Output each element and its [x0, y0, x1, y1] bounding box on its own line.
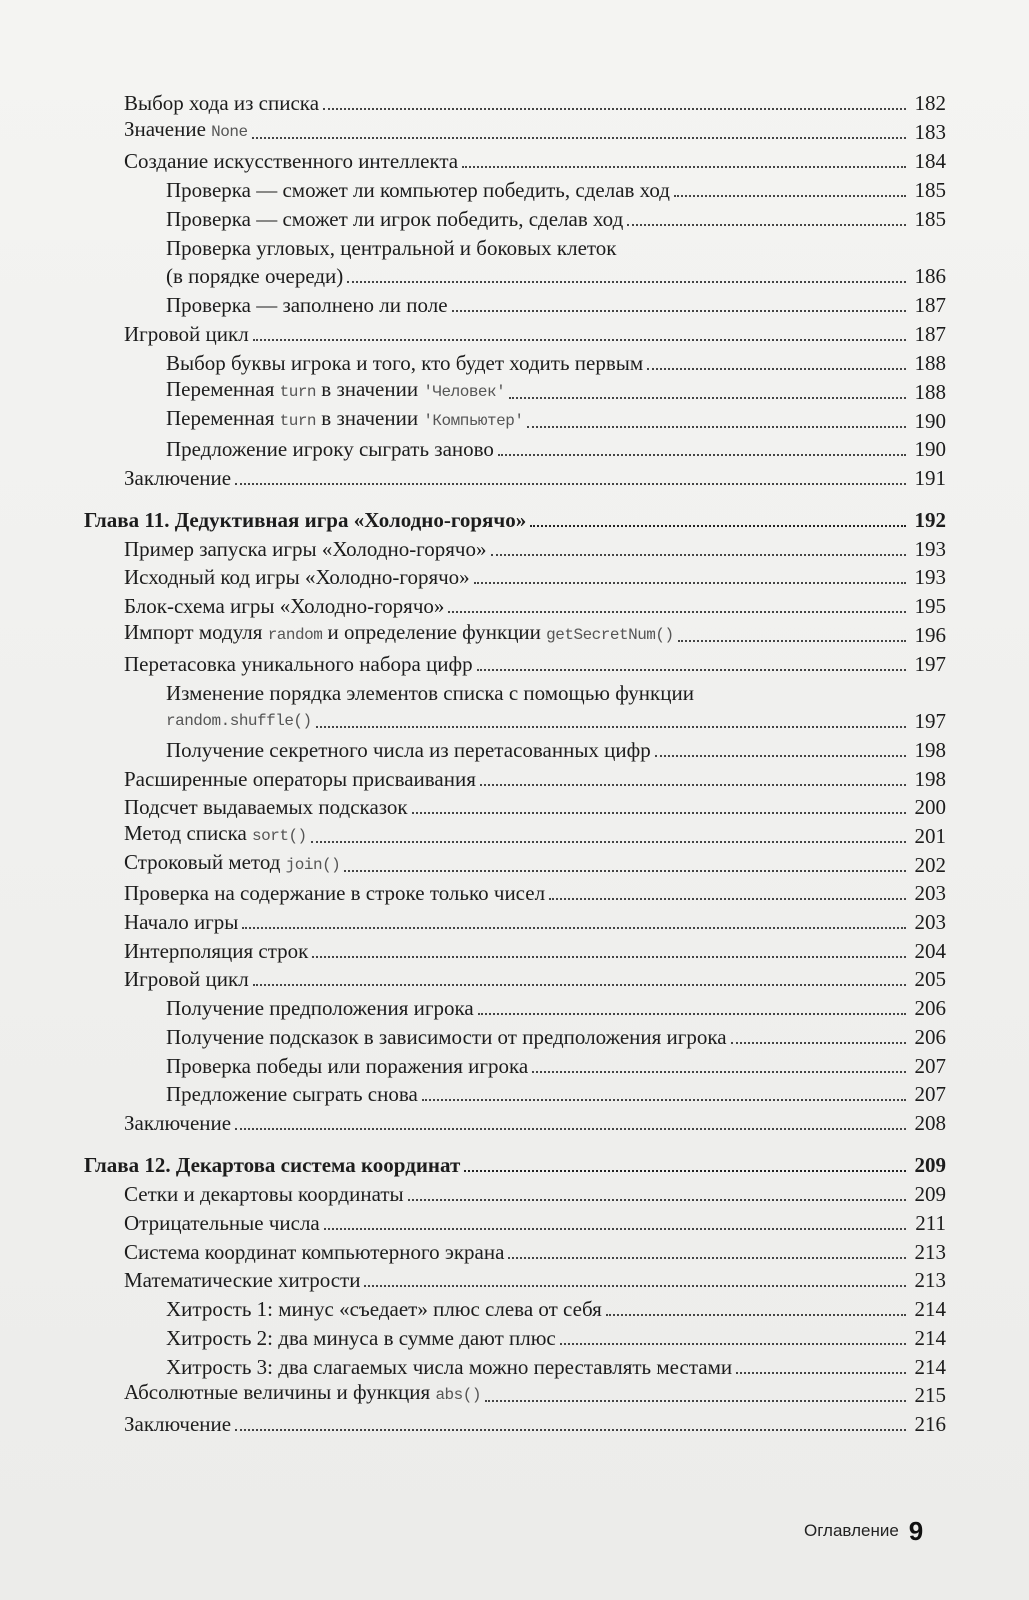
toc-page-number: 197 [914, 652, 946, 676]
toc-subentry [166, 1350, 946, 1379]
dot-leader [408, 1199, 906, 1201]
dot-leader [478, 1013, 906, 1015]
dot-leader [462, 166, 906, 168]
toc-entry-title [166, 377, 507, 404]
toc-entry-title [124, 91, 321, 115]
toc-page-number: 204 [914, 939, 946, 963]
toc-entry-title [166, 293, 450, 317]
title-text: Заключение [124, 1412, 232, 1436]
toc-entry-title [124, 1268, 362, 1292]
dot-leader [253, 339, 906, 341]
toc-entry-title [124, 1111, 233, 1135]
toc-entry [124, 618, 946, 647]
toc-entry-title [166, 681, 696, 705]
toc-page-number: 203 [914, 910, 946, 934]
toc-subentry [166, 202, 946, 231]
dot-leader [253, 984, 906, 986]
dot-leader [448, 611, 906, 613]
toc-page-number: 186 [914, 264, 946, 288]
code-fragment: join() [285, 856, 341, 874]
title-text: Интерполяция строк [124, 939, 309, 963]
toc-subentry [166, 1049, 946, 1078]
toc-page-number: 202 [914, 853, 946, 877]
toc-entry-title [124, 1380, 483, 1407]
toc-entry [124, 317, 946, 346]
toc-entry [124, 934, 946, 963]
toc-page-number: 211 [915, 1211, 946, 1235]
toc-page-number: 209 [914, 1153, 946, 1177]
toc-entry-title [124, 594, 446, 618]
title-text: Игровой цикл [124, 967, 249, 991]
toc-entry-title [124, 117, 250, 144]
dot-leader [560, 1343, 906, 1345]
toc-entry [124, 560, 946, 589]
dot-leader [527, 426, 906, 428]
toc-entry-title [124, 881, 547, 905]
toc-page-number: 215 [914, 1383, 946, 1407]
title-text: Строковый метод [124, 850, 286, 874]
title-text: Заключение [124, 1111, 232, 1135]
toc-page-number: 190 [914, 437, 946, 461]
title-text: Проверка победы или поражения игрока [166, 1054, 529, 1078]
dot-leader [235, 1429, 906, 1431]
toc-entry-title [124, 1211, 322, 1235]
toc-entry [124, 819, 946, 848]
toc-page-number: 213 [914, 1268, 946, 1292]
toc-entry-title [166, 706, 314, 733]
toc-entry-title [166, 236, 619, 260]
toc-entry-title [84, 1153, 462, 1177]
title-text: Хитрость 2: два минуса в сумме дают плюс [166, 1326, 556, 1350]
dot-leader [235, 483, 906, 485]
dot-leader [736, 1372, 906, 1374]
toc-entry-title [124, 795, 410, 819]
toc-subentry [166, 991, 946, 1020]
code-fragment: turn [279, 383, 317, 401]
title-text: Математические хитрости [124, 1268, 361, 1292]
toc-entry [124, 144, 946, 173]
toc-page-number: 207 [914, 1082, 946, 1106]
toc-entry [124, 589, 946, 618]
title-text: Глава 12. Декартова система координат [84, 1153, 461, 1177]
dot-leader [474, 582, 906, 584]
dot-leader [344, 870, 906, 872]
toc-subentry [166, 1321, 946, 1350]
toc-page-number: 203 [914, 881, 946, 905]
toc-entry-title [166, 1025, 729, 1049]
title-text: Переменная [166, 377, 280, 401]
toc-page-number: 205 [914, 967, 946, 991]
toc-entry-title [166, 1082, 420, 1106]
toc-subentry [166, 1020, 946, 1049]
code-fragment: random [267, 626, 323, 644]
toc-page-number: 190 [914, 409, 946, 433]
dot-leader [452, 310, 906, 312]
toc-page-number: 192 [914, 508, 946, 532]
toc-entry [124, 461, 946, 490]
toc-entry-title [124, 967, 251, 991]
toc-page-number: 188 [914, 380, 946, 404]
toc-subentry [166, 1077, 946, 1106]
toc-entry-title [124, 565, 472, 589]
toc-page-number: 196 [914, 623, 946, 647]
toc-page-number: 206 [914, 996, 946, 1020]
title-text: Импорт модуля [124, 620, 268, 644]
code-fragment: sort() [252, 827, 307, 845]
toc-entry [124, 762, 946, 791]
toc-entry-title [124, 939, 310, 963]
toc-entry-title [166, 264, 345, 288]
toc-page-number: 198 [914, 738, 946, 762]
toc-entry-title [166, 351, 645, 375]
title-text: в значении [316, 406, 424, 430]
dot-leader [549, 898, 906, 900]
toc-page-number: 197 [914, 709, 946, 733]
title-text: Выбор буквы игрока и того, кто будет ходить первым [166, 351, 644, 375]
dot-leader [491, 554, 907, 556]
toc-page-number: 185 [914, 207, 946, 231]
toc-page-number: 193 [914, 565, 946, 589]
toc-entry [124, 905, 946, 934]
toc-page-number: 193 [914, 537, 946, 561]
dot-leader [323, 108, 906, 110]
toc-page-number: 187 [914, 322, 946, 346]
title-text: Глава 11. Дедуктивная игра «Холодно-горячо» [84, 508, 527, 532]
toc-page-number: 213 [914, 1240, 946, 1264]
toc-entry-title [124, 620, 676, 647]
toc-page-number: 214 [914, 1326, 946, 1350]
toc-page-number: 183 [914, 120, 946, 144]
title-text: Предложение игроку сыграть заново [166, 437, 494, 461]
toc-entry-title [166, 996, 476, 1020]
title-text: Сетки и декартовы координаты [124, 1182, 404, 1206]
toc-entry-title [166, 178, 672, 202]
title-text: Игровой цикл [124, 322, 249, 346]
title-text: Проверка на содержание в строке только чисел [124, 881, 546, 905]
toc-entry-title [166, 1297, 604, 1321]
dot-leader [464, 1170, 906, 1172]
dot-leader [647, 368, 906, 370]
toc-entry [124, 1263, 946, 1292]
dot-leader [311, 841, 906, 843]
dot-leader [509, 397, 906, 399]
toc-subentry [166, 173, 946, 202]
dot-leader [498, 454, 906, 456]
toc-page-number: 185 [914, 178, 946, 202]
toc-entry-title [166, 1054, 530, 1078]
title-text: Переменная [166, 406, 280, 430]
title-text: Выбор хода из списка [124, 91, 320, 115]
toc-entry-title [166, 207, 625, 231]
dot-leader [485, 1400, 906, 1402]
title-text: Проверка угловых, центральной и боковых клеток [166, 236, 617, 260]
toc-entry [124, 1106, 946, 1135]
dot-leader [480, 784, 906, 786]
dot-leader [364, 1285, 906, 1287]
toc-entry [124, 532, 946, 561]
title-text: Проверка — сможет ли игрок победить, сделав ход [166, 207, 624, 231]
dot-leader [312, 956, 906, 958]
page-footer [804, 1513, 923, 1549]
title-text: Проверка — заполнено ли поле [166, 293, 448, 317]
title-text: Система координат компьютерного экрана [124, 1240, 505, 1264]
dot-leader [731, 1042, 906, 1044]
dot-leader [477, 669, 906, 671]
code-fragment: None [211, 123, 248, 141]
title-text: Начало игры [124, 910, 239, 934]
dot-leader [532, 1071, 906, 1073]
title-text: (в порядке очереди) [166, 264, 344, 288]
title-text: Блок-схема игры «Холодно-горячо» [124, 594, 445, 618]
toc-subentry [166, 1292, 946, 1321]
toc-entry-title [124, 1412, 233, 1436]
toc-entry-title [124, 1240, 506, 1264]
dot-leader [508, 1257, 906, 1259]
toc-page-number: 191 [914, 466, 946, 490]
dot-leader [252, 137, 906, 139]
dot-leader [316, 726, 906, 728]
toc-entry [124, 1235, 946, 1264]
title-text: Значение [124, 117, 212, 141]
toc-subentry [166, 676, 946, 705]
title-text: Метод списка [124, 821, 253, 845]
toc-entry-title [124, 821, 309, 848]
toc-entry-title [124, 537, 489, 561]
toc-page-number: 188 [914, 351, 946, 375]
toc-page-number: 201 [914, 824, 946, 848]
toc-page-number: 214 [914, 1355, 946, 1379]
code-fragment: getSecretNum() [546, 626, 674, 644]
code-fragment: random.shuffle() [166, 712, 312, 730]
toc-entry-title [124, 149, 460, 173]
dot-leader [242, 927, 906, 929]
toc-entry-title [166, 437, 496, 461]
title-text: Получение предположения игрока [166, 996, 474, 1020]
toc-entry [124, 1378, 946, 1407]
toc-chapter-heading [84, 503, 946, 532]
dot-leader [347, 281, 906, 283]
page-number: 9 [908, 1515, 924, 1546]
title-text: Создание искусственного интеллекта [124, 149, 459, 173]
toc-entry-title [166, 406, 525, 433]
title-text: Получение секретного числа из перетасованных цифр [166, 738, 651, 762]
toc-entry [124, 1407, 946, 1436]
toc-entry-title [124, 466, 233, 490]
title-text: Исходный код игры «Холодно-горячо» [124, 565, 470, 589]
title-text: Получение подсказок в зависимости от предположения игрока [166, 1025, 727, 1049]
toc-subentry [166, 404, 946, 433]
dot-leader [678, 640, 906, 642]
toc-subentry [166, 432, 946, 461]
toc-entry [124, 1177, 946, 1206]
toc-page-number: 200 [914, 795, 946, 819]
toc-entry-title [124, 910, 240, 934]
toc-entry [124, 876, 946, 905]
toc-page-number: 182 [914, 91, 946, 115]
title-text: Проверка — сможет ли компьютер победить, сделав ход [166, 178, 670, 202]
title-text: Хитрость 3: два слагаемых числа можно переставлять местами [166, 1355, 733, 1379]
toc-subentry [166, 231, 946, 260]
toc-subentry [166, 704, 946, 733]
dot-leader [422, 1099, 906, 1101]
toc-entry [124, 848, 946, 877]
dot-leader [674, 195, 906, 197]
title-text: Абсолютные величины и функция [124, 1380, 436, 1404]
toc-entry-title [124, 652, 475, 676]
title-text: Подсчет выдаваемых подсказок [124, 795, 408, 819]
toc-entry-title [124, 322, 251, 346]
toc-subentry [166, 346, 946, 375]
title-text: Изменение порядка элементов списка с помощью функции [166, 681, 694, 705]
title-text: и определение функции [322, 620, 547, 644]
title-text: Хитрость 1: минус «съедает» плюс слева от себя [166, 1297, 602, 1321]
title-text: Перетасовка уникального набора цифр [124, 652, 473, 676]
dot-leader [606, 1314, 906, 1316]
toc-entry [124, 962, 946, 991]
toc-entry-title [124, 767, 478, 791]
toc-subentry [166, 288, 946, 317]
toc-subentry [166, 259, 946, 288]
code-fragment: abs() [435, 1386, 481, 1404]
toc-subentry [166, 733, 946, 762]
dot-leader [530, 525, 906, 527]
toc-entry-title [166, 1326, 558, 1350]
code-fragment: 'Компьютер' [423, 412, 524, 430]
toc-page-number: 207 [914, 1054, 946, 1078]
toc-page-number: 184 [914, 149, 946, 173]
title-text: в значении [316, 377, 424, 401]
code-fragment: turn [279, 412, 317, 430]
toc-page-number: 198 [914, 767, 946, 791]
toc-entry-title [124, 1182, 406, 1206]
toc-entry-title [84, 508, 528, 532]
toc-entry [124, 115, 946, 144]
title-text: Заключение [124, 466, 232, 490]
toc-chapter-heading [84, 1148, 946, 1177]
running-footer-section: Оглавление [804, 1521, 899, 1540]
toc-entry [124, 86, 946, 115]
toc-page-number: 214 [914, 1297, 946, 1321]
dot-leader [235, 1128, 906, 1130]
dot-leader [627, 224, 906, 226]
toc-page-number: 187 [914, 293, 946, 317]
toc-entry [124, 647, 946, 676]
toc-page-number: 209 [914, 1182, 946, 1206]
title-text: Предложение сыграть снова [166, 1082, 418, 1106]
code-fragment: 'Человек' [423, 383, 506, 401]
toc-page-number: 206 [914, 1025, 946, 1049]
toc-entry [124, 1206, 946, 1235]
toc-page-number: 216 [914, 1412, 946, 1436]
toc-entry-title [124, 850, 342, 877]
toc-entry-title [166, 738, 653, 762]
toc-entry [124, 790, 946, 819]
dot-leader [412, 812, 906, 814]
toc-entry-title [166, 1355, 734, 1379]
toc-subentry [166, 375, 946, 404]
title-text: Расширенные операторы присваивания [124, 767, 476, 791]
dot-leader [655, 755, 906, 757]
title-text: Пример запуска игры «Холодно-горячо» [124, 537, 487, 561]
toc-page-number: 208 [914, 1111, 946, 1135]
dot-leader [324, 1228, 906, 1230]
title-text: Отрицательные числа [124, 1211, 320, 1235]
toc-page-number: 195 [914, 594, 946, 618]
